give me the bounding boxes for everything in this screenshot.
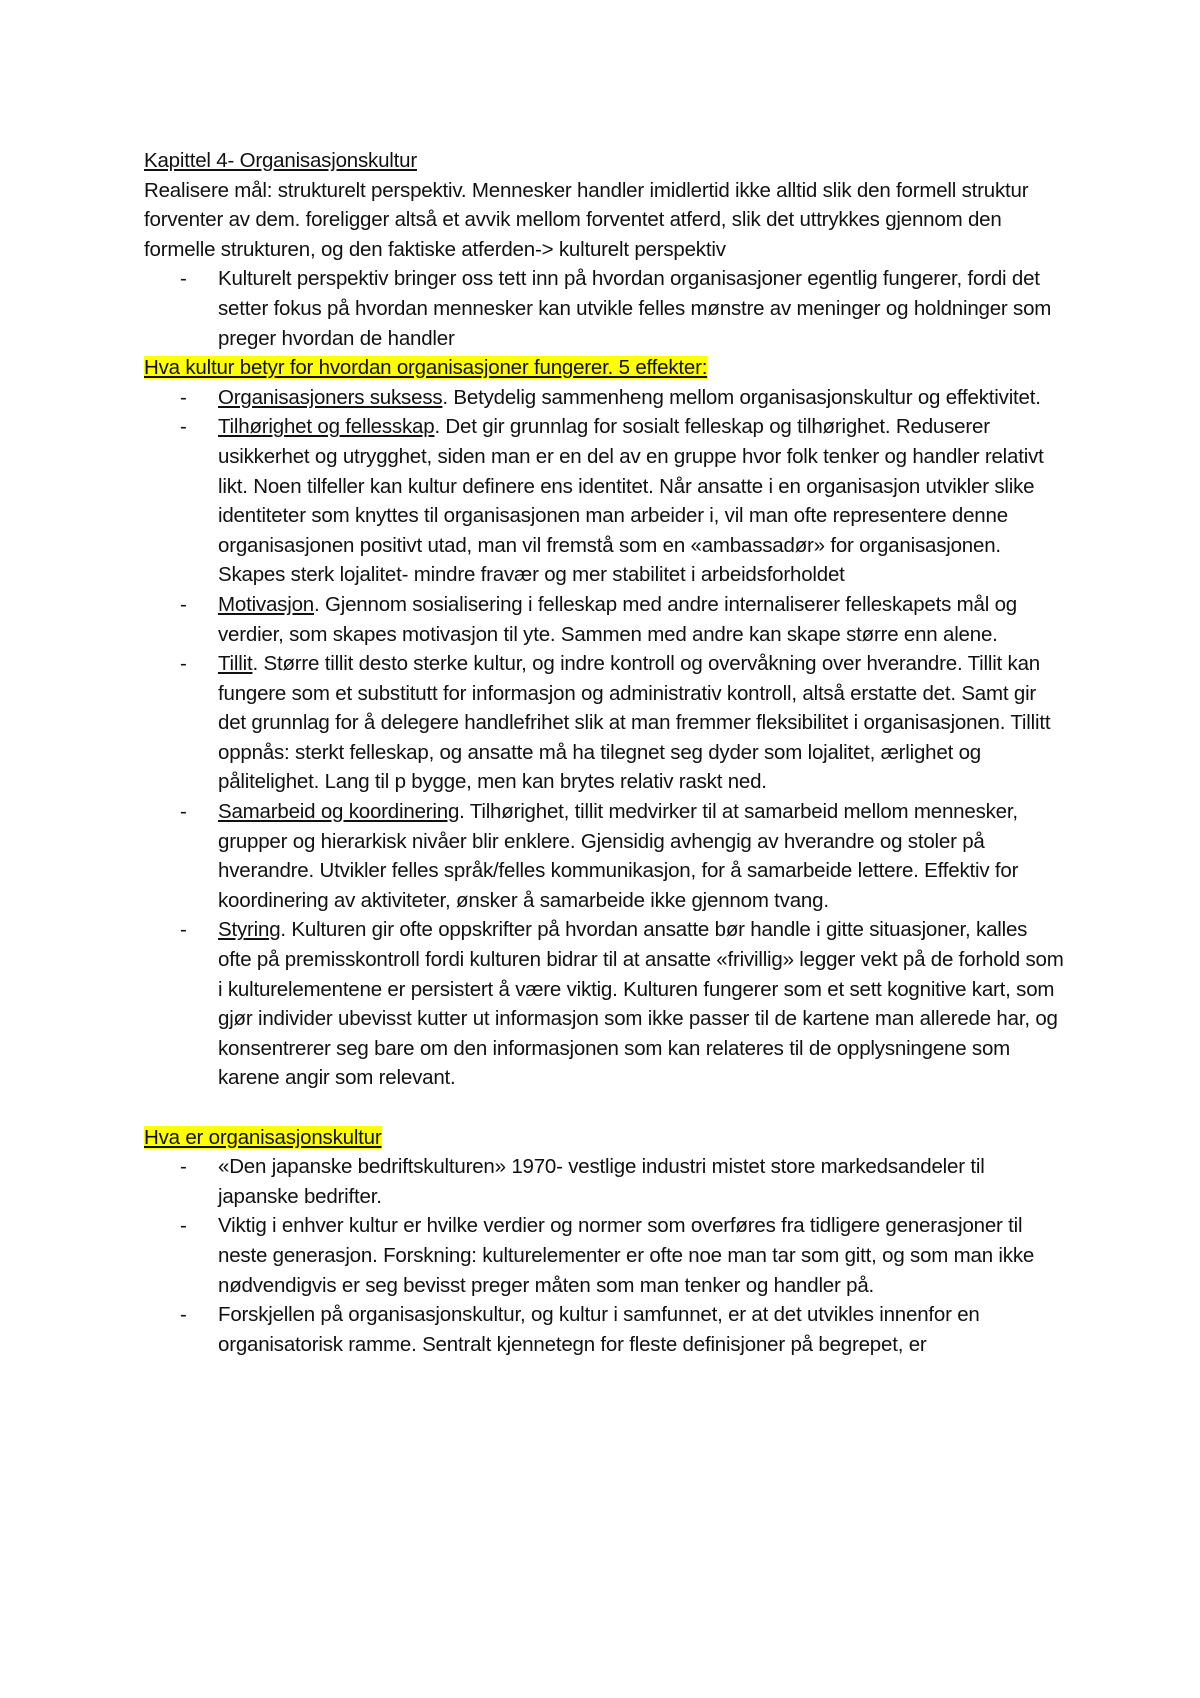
effect-item-belonging xyxy=(218,412,1064,590)
intro-paragraph: Realisere mål: strukturelt perspektiv. Mennesker handler imidlertid ikke alltid slik den formell struktur forventer av dem. foreligger altså et avvik mellom forventet atferd, slik det uttrykkes gjennom den formelle strukturen, og den faktiske atferden-> kulturelt perspektiv xyxy=(144,178,1029,261)
document-page xyxy=(144,146,1064,1359)
effect-text: . Kulturen gir ofte oppskrifter på hvordan ansatte bør handle i gitte situasjoner, kalles ofte på premisskontroll fordi kulturen bidrar til at ansatte «frivillig» legger vekt på de forhold som i kulturelementene er persistert å være viktig. Kulturen fungerer som et sett kognitive kart, som gjør individer ubevisst kutter ut informasjon som ikke passer til de kartene man allerede har, og konsentrerer seg bare om den informasjonen som kan relateres til de opplysningene som karene angir som relevant. xyxy=(218,918,1064,1090)
effect-term: Motivasjon xyxy=(218,592,314,616)
effect-text: . Gjennom sosialisering i felleskap med andre internaliserer felleskapets mål og verdier, som skapes motivasjon til yte. Sammen med andre kan skape større enn alene. xyxy=(218,592,1017,646)
effects-heading xyxy=(144,353,1064,383)
paragraph-spacer xyxy=(144,1093,1064,1123)
effect-term: Samarbeid og koordinering xyxy=(218,800,460,824)
chapter-title xyxy=(144,146,1064,176)
effects-list xyxy=(144,383,1064,1093)
effect-item-motivation xyxy=(218,590,1064,649)
effect-term: Organisasjoners suksess xyxy=(218,385,443,409)
effect-text: . Det gir grunnlag for sosialt felleskap og tilhørighet. Reduserer usikkerhet og utrygghet, siden man er en del av en gruppe hvor folk tenker og handler relativt likt. Noen tilfeller kan kultur definere ens identitet. Når ansatte i en organisasjon utvikler slike identiteter som knyttes til organisasjonen man arbeider i, vil man ofte representere denne organisasjonen positivt utad, man vil fremstå som en «ambassadør» for organisasjonen. Skapes sterk lojalitet- mindre fravær og mer stabilitet i arbeidsforholdet xyxy=(218,415,1044,587)
effect-item-trust xyxy=(218,649,1064,797)
list-item: - Forskjellen på organisasjonskultur, og kultur i samfunnet, er at det utvikles innenfor en organisatorisk ramme. Sentralt kjennetegn for fleste definisjoner på begrepet, er xyxy=(218,1300,1064,1359)
effect-text: . Betydelig sammenheng mellom organisasjonskultur og effektivitet. xyxy=(442,385,1041,409)
list-item: - Viktig i enhver kultur er hvilke verdier og normer som overføres fra tidligere generasjoner til neste generasjon. Forskning: kulturelementer er ofte noe man tar som gitt, og som man ikke nødvendigvis er seg bevisst preger måten som man tenker og handler på. xyxy=(218,1211,1064,1300)
effect-term: Styring xyxy=(218,918,281,942)
chapter-title-text: Kapittel 4- Organisasjonskultur xyxy=(144,149,417,172)
intro-list xyxy=(144,264,1064,353)
effect-text: . Tilhørighet, tillit medvirker til at samarbeid mellom mennesker, grupper og hierarkisk nivåer blir enklere. Gjensidig avhengig av hverandre og stoler på hverandre. Utvikler felles språk/felles kommunikasjon, for å samarbeide lettere. Effektiv for koordinering av aktiviteter, ønsker å samarbeide ikke gjennom tvang. xyxy=(218,800,1019,912)
culture-heading-text: Hva er organisasjonskultur xyxy=(144,1125,382,1149)
effects-heading-text: Hva kultur betyr for hvordan organisasjoner fungerer. 5 effekter: xyxy=(144,356,708,380)
list-item: - Kulturelt perspektiv bringer oss tett inn på hvordan organisasjoner egentlig fungerer, fordi det setter fokus på hvordan mennesker kan utvikle felles mønstre av meninger og holdninger som preger hvordan de handler xyxy=(218,264,1064,353)
list-item: - «Den japanske bedriftskulturen» 1970- vestlige industri mistet store markedsandeler til japanske bedrifter. xyxy=(218,1152,1064,1211)
effect-item-cooperation xyxy=(218,797,1064,915)
effect-term: Tilhørighet og fellesskap xyxy=(218,415,435,439)
effect-item-control xyxy=(218,915,1064,1093)
effect-text: . Større tillit desto sterke kultur, og indre kontroll og overvåkning over hverandre. Tillit kan fungere som et substitutt for informasjon og administrativ kontroll, altså erstatte det. Samt gir det grunnlag for å delegere handlefrihet slik at man fremmer fleksibilitet i organisasjonen. Tillitt oppnås: sterkt felleskap, og ansatte må ha tilegnet seg dyder som lojalitet, ærlighet og pålitelighet. Lang til p bygge, men kan brytes relativ raskt ned. xyxy=(218,652,1051,794)
culture-list xyxy=(144,1152,1064,1359)
effect-term: Tillit xyxy=(218,652,253,676)
culture-heading xyxy=(144,1123,1064,1153)
effect-item-success xyxy=(218,383,1064,413)
